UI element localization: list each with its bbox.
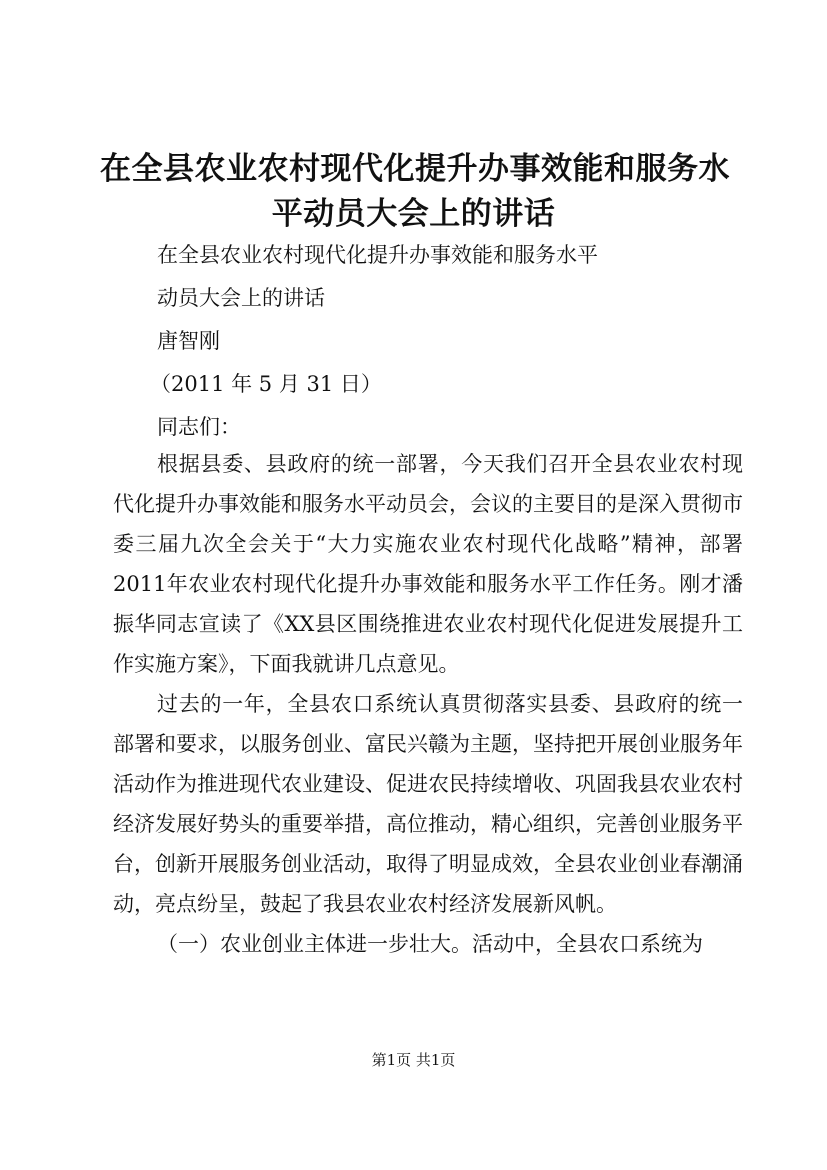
- subtitle-line-2: 动员大会上的讲话: [157, 286, 325, 310]
- document-title-line-1: 在全县农业农村现代化提升办事效能和服务水: [100, 151, 730, 187]
- subtitle-line-1: 在全县农业农村现代化提升办事效能和服务水平: [157, 243, 598, 267]
- salutation: 同志们：: [157, 415, 241, 439]
- speech-date: （2011 年 5 月 31 日）: [150, 372, 382, 396]
- page-number-footer: 第1页 共1页: [371, 1051, 456, 1069]
- speech-body: [113, 444, 743, 964]
- author-name: 唐智刚: [157, 329, 220, 353]
- body-paragraph: 过去的一年，全县农口系统认真贯彻落实县委、县政府的统一部署和要求，以服务创业、富民兴赣为主题，坚持把开展创业服务年活动作为推进现代农业建设、促进农民持续增收、巩固我县农业农村经济发展好势头的重要举措，高位推动，精心组织，完善创业服务平台，创新开展服务创业活动，取得了明显成效，全县农业创业春潮涌动，亮点纷呈，鼓起了我县农业农村经济发展新风帆。: [113, 692, 743, 916]
- document-title-line-2: 平动员大会上的讲话: [271, 196, 556, 232]
- body-paragraph: （一）农业创业主体进一步壮大。活动中，全县农口系统为: [157, 932, 703, 956]
- body-paragraph: 根据县委、县政府的统一部署，今天我们召开全县农业农村现代化提升办事效能和服务水平动员会，会议的主要目的是深入贯彻市委三届九次全会关于“大力实施农业农村现代化战略”精神，部署2011年农业农村现代化提升办事效能和服务水平工作任务。刚才潘振华同志宣读了《XX县区围绕推进农业农村现代化促进发展提升工作实施方案》，下面我就讲几点意见。: [113, 452, 743, 676]
